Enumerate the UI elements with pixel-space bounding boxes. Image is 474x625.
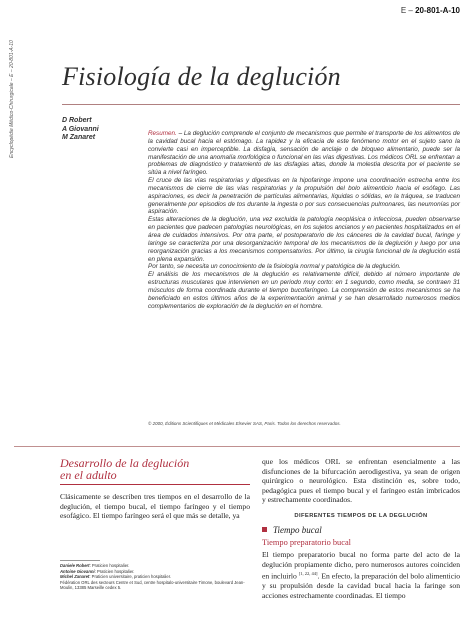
abstract xyxy=(148,130,460,310)
affiliation-divider xyxy=(60,560,100,561)
affiliation-role: : Praticien universitaire, praticien hospitalier. xyxy=(89,574,172,580)
affiliation-name: Michel Zanaret xyxy=(60,574,90,580)
body-paragraph: que los médicos ORL se enfrentan esencialmente a las disfunciones de la bifurcación aerodigestiva, ya sean de origen quirúrgico o neurológico. Esta distinción es, sobre todo, pedagógica pues el tiempo bucal y el faríngeo están imbricados y estrechamente coordinados. xyxy=(262,457,460,505)
sidebar-citation: Encyclopédie Médico-Chirurgicale – E – 20-801-A-10 xyxy=(9,40,15,158)
section-heading-line: en el adulto xyxy=(60,468,117,482)
body-paragraph: Clásicamente se describen tres tiempos en el desarrollo de la deglución, el tiempo bucal, el tiempo faríngeo y el tiempo esofágico. El tiempo faríngeo será el que más se detalle, ya xyxy=(60,492,250,521)
copyright-notice: © 2000, Éditions Scientifiques et Médicales Elsevier SAS, Paris. Todos los derechos reservados. xyxy=(148,421,341,426)
abstract-paragraph xyxy=(148,130,460,177)
section-heading-line: Desarrollo de la deglución xyxy=(60,456,190,470)
abstract-paragraph: El análisis de los mecanismos de la deglución es relativamente difícil, debido al número importante de estructuras musculares que intervienen en un periodo muy corto: en 1 segundo, como media, se contraen 31 músculos de forma coordinada durante el tiempo bucofaríngeo. La comprensión de estos mecanismos se ha beneficiado en estos últimos años de la experimentación animal y se han desarrollado numerosos medios complementarios de exploración de la deglución en el hombre. xyxy=(148,271,460,310)
document-reference xyxy=(401,6,460,15)
author-affiliations xyxy=(60,560,250,591)
subheading-text: Tiempo bucal xyxy=(273,524,322,535)
page-title: Fisiología de la deglución xyxy=(62,62,341,91)
section-heading xyxy=(60,457,250,481)
body-paragraph xyxy=(262,550,460,601)
subheading-level1 xyxy=(262,525,460,535)
abstract-paragraph: Estas alteraciones de la deglución, una vez excluida la patología neoplásica o infecciosa, pueden observarse en pacientes que padecen patologías neurológicas, en los sujetos ancianos y en pacientes hospitalizados en el área de cuidados intensivos. Por otra parte, el postoperatorio de los cánceres de la cavidad bucal, faringe y laringe se caracteriza por una desorganización temporal de los mecanismos de la deglución y luego por una reorganización gracias a los mecanismos compensatorios. Por último, la cirugía funcional de la deglución está en plena expansión. xyxy=(148,216,460,263)
author: A Giovanni xyxy=(62,125,99,133)
left-column xyxy=(60,457,250,521)
author-list xyxy=(62,117,99,143)
section-divider xyxy=(14,446,460,447)
right-column xyxy=(262,457,460,600)
subsection-heading: DIFERENTES TIEMPOS DE LA DEGLUCIÓN xyxy=(294,512,428,519)
reference-prefix: E – xyxy=(400,6,413,15)
reference-code: 20-801-A-10 xyxy=(415,6,460,15)
subheading-level2: Tiempo preparatorio bucal xyxy=(262,537,352,547)
affiliation-address: Fédération ORL des secteurs Centre et Sud, centre hospitalo-universitaire Timone, boulevard Jean-Moulin, 13385 Marseille cedex 5. xyxy=(60,579,245,591)
affiliation-name: Antoine Giovanni xyxy=(60,568,95,574)
abstract-paragraph: Por tanto, se necesita un conocimiento de la fisiología normal y patológica de la deglución. xyxy=(148,263,401,271)
affiliation-name: Daniele Robert xyxy=(60,563,90,568)
affiliation-role: : Praticien hospitalier. xyxy=(89,563,130,568)
author: M Zanaret xyxy=(62,134,96,141)
square-bullet-icon xyxy=(262,527,267,532)
abstract-paragraph: El cruce de las vías respiratorias y digestivas en la hipofaringe impone una coordinación estrecha entre los mecanismos de cierre de las vías respiratorias y la propulsión del bolo alimenticio hacia el esófago. Las aspiraciones, es decir la penetración de partículas alimentarias, líquidas o sólidas, en la tráquea, se traducen generalmente por episodios de tos durante la ingesta o por sus consecuencias pulmonares, las neumonías por aspiración. xyxy=(148,177,460,216)
abstract-label: Resumen. xyxy=(148,130,177,137)
abstract-text: – La deglución comprende el conjunto de mecanismos que permite el transporte de los alimentos de la cavidad bucal hacia el estómago. La rapidez y la eficacia de este fenómeno motor en el sujeto sano la convierte casi en imperceptible. La disfagia, sensación de anclaje o de bloqueo alimentario, puede ser la manifestación de una anomalía morfológica o funcional en las vías digestivas. Los médicos ORL se enfrentan a problemas de diagnóstico y tratamiento de las disfagias altas, donde la molestia descrita por el paciente se sitúa a nivel faríngeo. xyxy=(148,130,461,177)
title-divider xyxy=(62,104,460,105)
affiliation-role: : Praticien hospitalier. xyxy=(94,568,135,574)
citation-refs: [1, 22, 44] xyxy=(298,571,318,577)
author: D Robert xyxy=(62,117,92,124)
heading-underline xyxy=(60,484,250,485)
sidebar xyxy=(5,12,15,162)
paragraph-text: El tiempo preparatorio bucal no forma parte del acto de la deglución propiamente dicho, pero numerosos autores coinciden en incluirlo xyxy=(262,549,460,581)
paragraph-text: . En efecto, la preparación del bolo alimenticio y su propulsión desde la cavidad bucal hacia la faringe son acciones estrechamente coordinadas. El tiempo xyxy=(262,571,461,600)
